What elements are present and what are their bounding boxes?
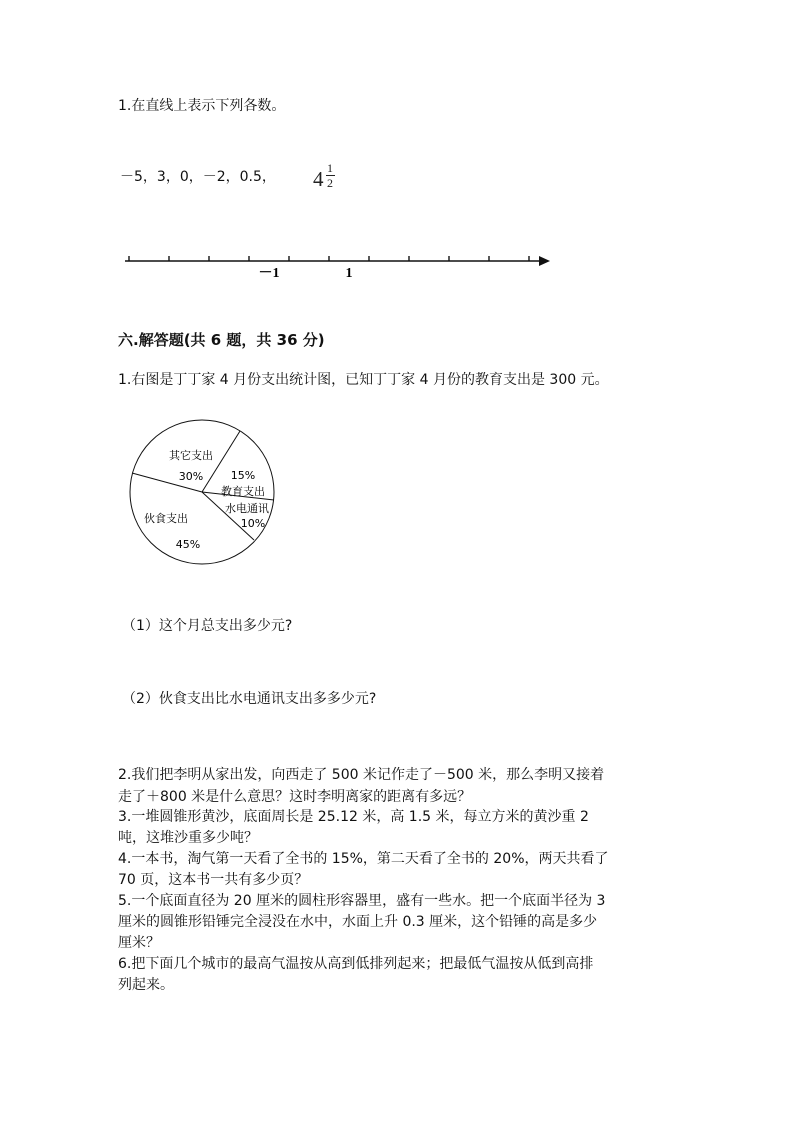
q4-line1: 4.一本书，淘气第一天看了全书的 15%，第二天看了全书的 20%，两天共看了 [118, 851, 609, 867]
q5-line1: 5.一个底面直径为 20 厘米的圆柱形容器里，盛有一些水。把一个底面半径为 3 [118, 893, 606, 909]
q1-sub1: （1）这个月总支出多少元? [122, 618, 293, 634]
number-line-prompt: 1.在直线上表示下列各数。 [118, 98, 286, 114]
q1-sub2: （2）伙食支出比水电通讯支出多多少元? [122, 691, 377, 707]
q1-text: 1.右图是丁丁家 4 月份支出统计图，已知丁丁家 4 月份的教育支出是 300 元。 [118, 372, 609, 388]
number-line-arrow [539, 256, 550, 266]
expense-pie-chart [120, 415, 290, 575]
slice-label-util: 水电通讯 [225, 502, 269, 515]
slice-label-edu: 教育支出 [221, 485, 265, 498]
q6-line1: 6.把下面几个城市的最高气温按从高到低排列起来；把最低气温按从低到高排 [118, 956, 594, 972]
mixed-number-numerator: 1 [327, 161, 333, 175]
slice-label-food: 伙食支出 [144, 512, 188, 525]
slice-pct-food: 45% [175, 538, 201, 551]
tick-label-one: 1 [345, 266, 353, 281]
number-list: －5，3，0，－2，0.5， [120, 169, 276, 185]
q2-line1: 2.我们把李明从家出发，向西走了 500 米记作走了－500 米，那么李明又接着 [118, 767, 605, 783]
slice-pct-other: 30% [178, 470, 204, 483]
q5-line2: 厘米的圆锥形铅锤完全浸没在水中，水面上升 0.3 厘米，这个铅锤的高是多少 [118, 914, 598, 930]
q4-line2: 70 页，这本书一共有多少页？ [118, 872, 309, 888]
slice-pct-util: 10% [240, 517, 266, 530]
q3-line1: 3.一堆圆锥形黄沙，底面周长是 25.12 米，高 1.5 米，每立方米的黄沙重 2 [118, 809, 589, 825]
q2-line2: 走了＋800 米是什么意思？这时李明离家的距离有多远？ [118, 789, 472, 805]
number-line [120, 250, 560, 286]
mixed-number-four-and-half [313, 161, 343, 193]
tick-label-minus-one: －1 [258, 266, 280, 281]
section-heading: 六.解答题(共 6 题，共 36 分) [118, 331, 325, 349]
mixed-number-denominator: 2 [327, 176, 333, 190]
mixed-number-whole: 4 [313, 167, 324, 191]
slice-label-other: 其它支出 [169, 449, 213, 462]
q6-line2: 列起来。 [118, 977, 174, 993]
slice-pct-edu: 15% [230, 469, 256, 482]
pie-divider-util-food [202, 492, 254, 540]
q3-line2: 吨，这堆沙重多少吨？ [118, 830, 258, 846]
q5-line3: 厘米？ [118, 935, 160, 951]
